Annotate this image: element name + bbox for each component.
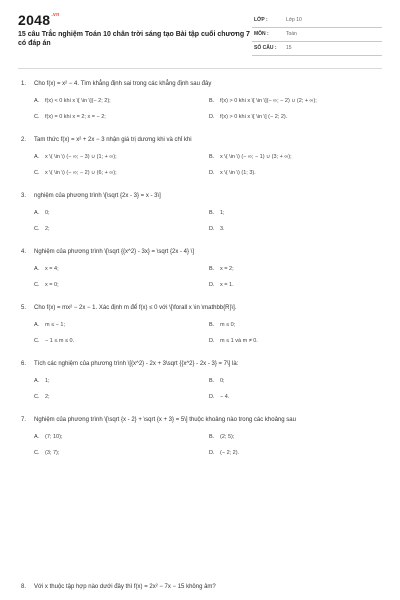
option-a[interactable]: A. x = 4; bbox=[34, 266, 59, 272]
question-stem: 6. Tích các nghiệm của phương trình \[{x^2} - 2x + 3\sqrt {{x^2} - 2x - 3} = 7\] là: bbox=[21, 361, 239, 367]
option-a[interactable]: A. f(x) < 0 khi x \[ \in \](− 2; 2); bbox=[34, 98, 111, 104]
info-key: LỚP : bbox=[254, 17, 268, 23]
question-6 bbox=[18, 360, 384, 401]
option-d[interactable]: D. f(x) > 0 khi x \[ \in \] (− 2; 2). bbox=[209, 114, 288, 120]
question-1 bbox=[18, 80, 384, 121]
question-stem: 3. nghiệm của phương trình \[\sqrt {2x - 3} = x - 3\] bbox=[21, 193, 161, 199]
question-stem: 2. Tam thức f(x) = x² + 2x − 3 nhận giá trị dương khi và chỉ khi bbox=[21, 137, 192, 143]
option-c[interactable]: C. 2; bbox=[34, 394, 50, 400]
question-3 bbox=[18, 192, 384, 233]
option-d[interactable]: D. x = 1. bbox=[209, 282, 234, 288]
option-d[interactable]: D. − 4. bbox=[209, 394, 230, 400]
option-c[interactable]: C. − 1 ≤ m ≤ 0. bbox=[34, 338, 75, 344]
option-b[interactable]: B. x = 2; bbox=[209, 266, 234, 272]
info-value: 15 bbox=[286, 45, 292, 51]
option-b[interactable]: B. f(x) > 0 khi x \[ \in \](− ∞; − 2) ∪ (2; + ∞); bbox=[209, 98, 317, 104]
question-stem: 7. Nghiệm của phương trình \[\sqrt {x - 2} + \sqrt {x + 3} = 5\] thuộc khoảng nào trong các khoảng sau bbox=[21, 417, 296, 423]
info-value: Toán bbox=[286, 31, 297, 37]
option-b[interactable]: B. 0; bbox=[209, 378, 225, 384]
info-row-class bbox=[252, 14, 382, 28]
divider bbox=[18, 68, 382, 69]
site-logo[interactable]: $2048^{.vn}$ bbox=[18, 12, 60, 28]
option-d[interactable]: D. m ≤ 1 và m ≠ 0. bbox=[209, 338, 258, 344]
question-5 bbox=[18, 304, 384, 345]
option-a[interactable]: A. x \( \in \) (− ∞; − 3) ∪ (1; + ∞); bbox=[34, 154, 117, 160]
question-8 bbox=[18, 583, 384, 592]
option-c[interactable]: C. x = 0; bbox=[34, 282, 59, 288]
option-b[interactable]: B. x \( \in \) (− ∞; − 1) ∪ (3; + ∞); bbox=[209, 154, 292, 160]
option-d[interactable]: D. 3. bbox=[209, 226, 225, 232]
option-a[interactable]: A. m ≤ − 1; bbox=[34, 322, 65, 328]
info-row-subject bbox=[252, 28, 382, 42]
option-a[interactable]: A. (7; 10); bbox=[34, 434, 63, 440]
option-c[interactable]: C. x \( \in \) (− ∞; − 2) ∪ (6; + ∞); bbox=[34, 170, 117, 176]
question-stem: 4. Nghiệm của phương trình \[\sqrt {{x^2} - 3x} = \sqrt {2x - 4} \] bbox=[21, 249, 195, 255]
option-c[interactable]: C. 2; bbox=[34, 226, 50, 232]
option-d[interactable]: D. x \( \in \) (1; 3). bbox=[209, 170, 256, 176]
question-stem: 5. Cho f(x) = mx² − 2x − 1. Xác định m để f(x) ≤ 0 với \[\forall x \in \mathbb{R}\]. bbox=[21, 305, 237, 311]
question-stem: 8. Với x thuộc tập hợp nào dưới đây thì f(x) = 2x² − 7x − 15 không âm? bbox=[21, 584, 216, 590]
info-key: MÔN : bbox=[254, 31, 269, 37]
question-2 bbox=[18, 136, 384, 177]
option-b[interactable]: B. m ≤ 0; bbox=[209, 322, 236, 328]
question-7 bbox=[18, 416, 384, 457]
option-b[interactable]: B. (2; 5); bbox=[209, 434, 235, 440]
info-row-count bbox=[252, 42, 382, 56]
option-d[interactable]: D. (− 2; 2). bbox=[209, 450, 240, 456]
option-a[interactable]: A. 1; bbox=[34, 378, 50, 384]
option-c[interactable]: C. (3; 7); bbox=[34, 450, 60, 456]
option-b[interactable]: B. 1; bbox=[209, 210, 225, 216]
option-c[interactable]: C. f(x) = 0 khi x = 2; x = − 2; bbox=[34, 114, 106, 120]
question-stem: 1. Cho f(x) = x² − 4. Tìm khẳng định sai trong các khẳng định sau đây bbox=[21, 81, 212, 87]
question-list bbox=[18, 80, 384, 472]
info-key: SỐ CÂU : bbox=[254, 45, 277, 51]
info-table bbox=[252, 14, 382, 56]
page-title: 15 câu Trắc nghiệm Toán 10 chân trời sáng tạo Bài tập cuối chương 7 có đáp án bbox=[18, 31, 250, 47]
option-a[interactable]: A. 0; bbox=[34, 210, 50, 216]
info-value: Lớp 10 bbox=[286, 17, 302, 23]
question-4 bbox=[18, 248, 384, 289]
header bbox=[0, 0, 400, 62]
